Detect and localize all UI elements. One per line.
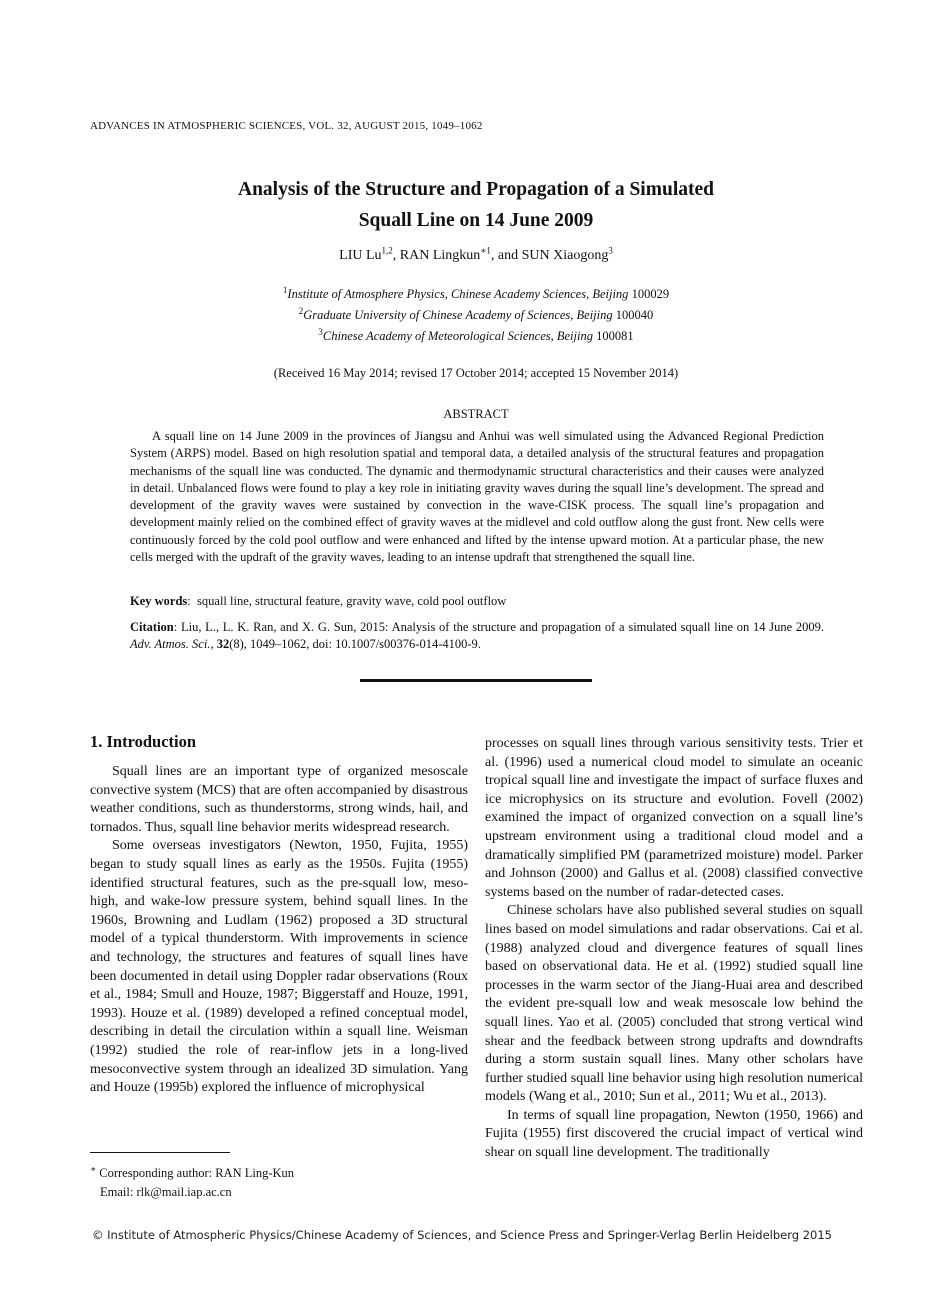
left-column — [90, 763, 468, 1098]
paragraph: Chinese scholars have also published several studies on squall lines based on model simulations and radar observations. Cai et al. (1988) analyzed cloud and divergence features of squall lines based on observational data. He et al. (1992) studied squall line processes in the warm sector of the Jiang-Huai area and described the evident pre-squall low and weak mesoscale low behind the squall lines. Yao et al. (2005) concluded that strong vertical wind shear and the feedback between strong updrafts and downdrafts during a storm sustain squall lines. Many other scholars have further studied squall line behavior using high resolution numerical models (Wang et al., 2010; Sun et al., 2011; Wu et al., 2013). — [485, 903, 863, 1105]
author-list — [0, 245, 925, 264]
abstract-heading: ABSTRACT — [443, 407, 509, 421]
journal-header: ADVANCES IN ATMOSPHERIC SCIENCES, VOL. 32, AUGUST 2015, 1049–1062 — [90, 120, 483, 132]
received-dates: (Received 16 May 2014; revised 17 October 2014; accepted 15 November 2014) — [273, 366, 679, 380]
author-name: SUN Xiaogong — [521, 248, 609, 263]
right-column — [485, 735, 863, 1163]
footnote-email: Email: rlk@mail.iap.ac.cn — [100, 1185, 232, 1199]
author-affil-sup: 3 — [608, 245, 613, 256]
author-separator: , — [392, 248, 400, 263]
footnote-divider — [90, 1152, 230, 1153]
author-separator: , and — [490, 248, 522, 263]
author-name: RAN Lingkun — [399, 248, 481, 263]
citation-label: Citation — [130, 620, 174, 634]
paragraph: Squall lines are an important type of organized mesoscale convective system (MCS) that are often accompanied by disastrous weather conditions, such as thunderstorms, strong winds, hail, and tornados. Thus, squall line behavior merits widespread research. — [90, 764, 468, 835]
abstract-body: A squall line on 14 June 2009 in the provinces of Jiangsu and Anhui was well simulated using the Advanced Regional Prediction System (ARPS) model. Based on high resolution spatial and temporal data, a detailed analysis of the structural features and propagation mechanisms of the squall line was conducted. The dynamic and thermodynamic structural characteristics and their causes were analyzed in detail. Unbalanced flows were found to play a key role in initiating gravity waves during the squall line’s development. The spread and development of the gravity waves were sustained by convection in the wave-CISK process. The squall line’s propagation and development mainly relied on the combined effect of gravity waves at the midlevel and cold outflow along the gust front. New cells were continuously forced by the cold pool outflow and were enhanced and lifted by the intense upward motion. At a particular phase, the new cells merged with the updraft of the gravity waves, leading to an intense updraft that strengthened the squall line. — [130, 429, 824, 565]
affiliations — [0, 284, 925, 347]
keywords: Key words: squall line, structural feature, gravity wave, cold pool outflow — [130, 594, 507, 608]
affil-inst: Institute of Atmosphere Physics, Chinese Academy Sciences, Beijing — [287, 287, 629, 301]
affil-code: 100081 — [596, 329, 634, 343]
citation-tail: (8), 1049–1062, doi: 10.1007/s00376-014-4100-9. — [229, 637, 481, 652]
section-heading: 1. Introduction — [90, 732, 197, 751]
keywords-label: Key words — [130, 594, 188, 608]
footnote — [90, 1164, 294, 1202]
affil-code: 100029 — [631, 287, 670, 301]
affiliation-3 — [0, 326, 925, 347]
paper-title — [0, 174, 925, 236]
paragraph: In terms of squall line propagation, Newton (1950, 1966) and Fujita (1955) first discovered the crucial impact of vertical wind shear on squall line development. The traditionally — [485, 1107, 863, 1161]
affil-num: 2 — [298, 305, 304, 316]
author-affil-sup: ∗1 — [480, 245, 491, 256]
affiliation-2 — [0, 305, 925, 326]
author-affil-sup: 1,2 — [381, 245, 393, 256]
affil-num: 1 — [282, 284, 288, 295]
section-divider — [360, 679, 592, 682]
footnote-marker: ∗ — [90, 1163, 97, 1174]
title-line-1: Analysis of the Structure and Propagation of a Simulated — [238, 179, 714, 200]
citation-text: : Liu, L., L. K. Ran, and X. G. Sun, 2015: Analysis of the structure and propagation of a simulated squall line on 14 June 2009. — [173, 620, 824, 634]
affiliation-1 — [0, 284, 925, 305]
footnote-author — [90, 1164, 294, 1183]
title-line-2: Squall Line on 14 June 2009 — [358, 210, 594, 231]
paragraph: Some overseas investigators (Newton, 1950, Fujita, 1955) began to study squall lines as early as the 1950s. Fujita (1955) identified structural features, such as the pre-squall low, meso-high, and wake-low pressure system, behind squall lines. In the 1960s, Browning and Ludlam (1962) proposed a 3D structural model of a typical thunderstorm. With improvements in science and technology, the structures and features of squall lines have been documented in detail using Doppler radar observations (Roux et al., 1984; Smull and Houze, 1987; Biggerstaff and Houze, 1991, 1993). Houze et al. (1989) developed a refined conceptual model, describing in detail the circulation within a squall line. Weisman (1992) studied the role of rear-inflow jets in a long-lived mesoconvective system through an idealized 3D simulation. Yang and Houze (1995b) explored the influence of microphysical — [90, 838, 468, 1096]
keywords-value: squall line, structural feature, gravity wave, cold pool outflow — [197, 594, 507, 608]
paragraph-continued: processes on squall lines through various sensitivity tests. Trier et al. (1996) used a numerical cloud model to simulate an oceanic tropical squall line and investigate the impact of surface fluxes and ice microphysics on its structure and evolution. Fovell (2002) examined the impact of organized convection on a squall line’s upstream environment using a traditional cloud model and a dramatically simplified PM (parametrized moisture) model. Parker and Johnson (2000) and Gallus et al. (2008) classified convective systems based on the number of radar-detected cases. — [485, 736, 863, 900]
footnote-author-text: Corresponding author: RAN Ling-Kun — [96, 1166, 295, 1180]
author-name: LIU Lu — [339, 248, 382, 263]
citation-journal: Adv. Atmos. Sci. — [130, 637, 211, 652]
affil-code: 100040 — [615, 308, 654, 322]
copyright-notice: © Institute of Atmospheric Physics/Chinese Academy of Sciences, and Science Press and Springer-Verlag Berlin Heidelberg 2015 — [92, 1228, 832, 1242]
affil-inst: Graduate University of Chinese Academy of Sciences, Beijing — [303, 308, 613, 322]
affil-inst: Chinese Academy of Meteorological Sciences, Beijing — [322, 329, 593, 343]
citation-volume: 32 — [216, 637, 230, 652]
affil-num: 3 — [318, 326, 323, 337]
citation: Citation: Liu, L., L. K. Ran, and X. G. Sun, 2015: Analysis of the structure and propagation of a simulated squall line on 14 June 2009. Adv. Atmos. Sci., 32(8), 1049–1062, doi: 10.1007/s00376-014-4100-9. — [130, 620, 824, 652]
